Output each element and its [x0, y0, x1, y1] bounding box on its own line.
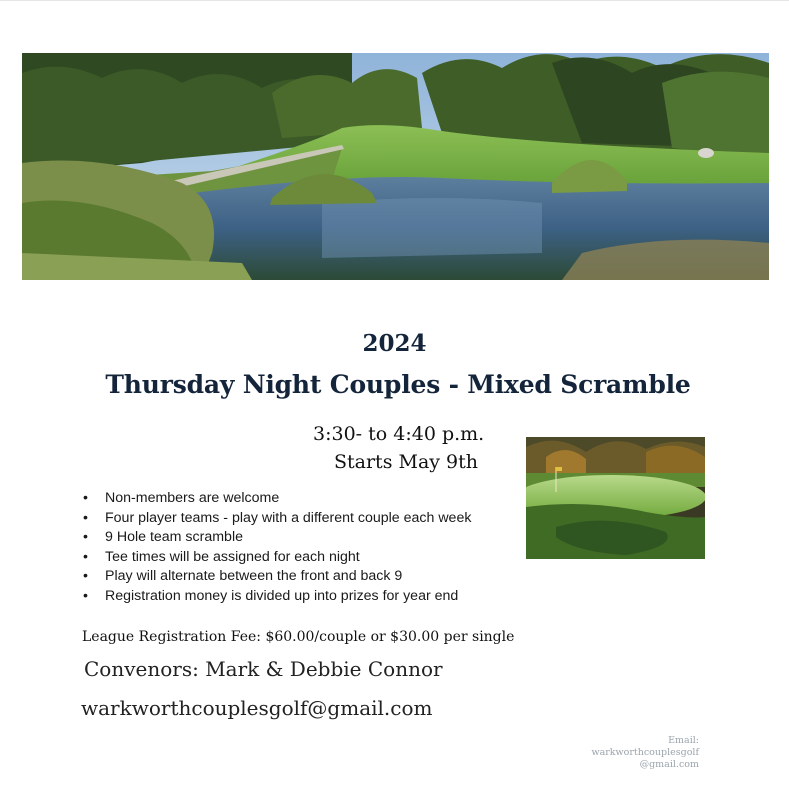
contact-email[interactable]: warkworthcouplesgolf@gmail.com — [81, 696, 433, 720]
convenors: Convenors: Mark & Debbie Connor — [84, 657, 443, 681]
page-title: Thursday Night Couples - Mixed Scramble — [105, 370, 691, 399]
start-date: Starts May 9th — [334, 451, 479, 473]
top-divider — [0, 0, 789, 1]
year-heading: 2024 — [362, 330, 427, 357]
time-range: 3:30- to 4:40 p.m. — [313, 423, 485, 445]
list-item: • Registration money is divided up into prizes for year end — [83, 587, 459, 604]
list-item: • Play will alternate between the front and back 9 — [83, 568, 403, 584]
list-item: • Non-members are welcome — [83, 490, 280, 506]
footer-email — [591, 735, 699, 771]
registration-fee: League Registration Fee: $60.00/couple or $30.00 per single — [82, 629, 515, 645]
putting-green-photo — [526, 437, 705, 559]
list-item: • 9 Hole team scramble — [83, 529, 243, 545]
footer-email-line2[interactable]: @gmail.com — [639, 759, 699, 770]
list-item: • Four player teams - play with a different couple each week — [83, 509, 472, 526]
info-bullet-list — [80, 489, 471, 606]
footer-email-line1[interactable]: warkworthcouplesgolf — [591, 747, 699, 758]
footer-email-label: Email: — [668, 735, 699, 746]
golf-course-pond-photo — [22, 53, 769, 280]
list-item: • Tee times will be assigned for each night — [83, 548, 360, 565]
